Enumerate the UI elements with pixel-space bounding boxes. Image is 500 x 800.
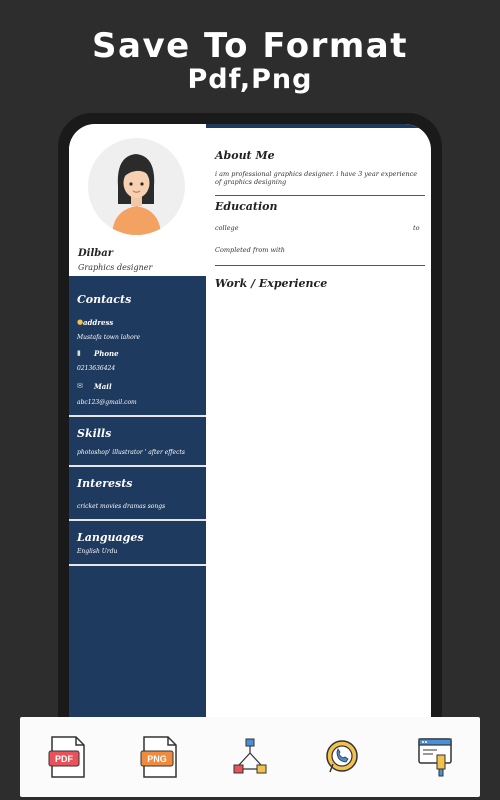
mail-icon: ✉: [77, 382, 83, 390]
work-title: Work / Experience: [215, 277, 328, 290]
skills-title: Skills: [77, 427, 112, 440]
phone-label: Phone: [94, 349, 119, 358]
share-network-icon: [230, 735, 270, 779]
pdf-label: PDF: [55, 754, 73, 764]
divider: [215, 265, 425, 266]
female-avatar-icon: [88, 138, 185, 235]
export-toolbar: [20, 717, 480, 797]
profile-name: Dilbar: [78, 248, 114, 259]
divider: [69, 564, 206, 566]
png-label: PNG: [147, 754, 167, 764]
address-value: Mustafa town lahore: [77, 334, 141, 341]
divider: [69, 415, 206, 417]
education-college: college: [215, 224, 239, 232]
png-button[interactable]: [140, 735, 180, 779]
phone-icon: ▮: [77, 349, 81, 357]
interests-title: Interests: [77, 477, 133, 490]
location-icon: ●: [77, 318, 84, 326]
png-icon: [140, 735, 180, 779]
languages-title: Languages: [77, 531, 144, 544]
about-text: i am professional graphics designer. i have 3 year experience of graphics designing: [215, 170, 418, 186]
resume-sidebar: [69, 276, 206, 724]
resume-preview: [69, 124, 431, 724]
whatsapp-button[interactable]: [322, 735, 362, 779]
pdf-button[interactable]: [48, 735, 88, 779]
browser-tools-icon: [415, 735, 455, 779]
mail-value: abc123@gmail.com: [77, 399, 137, 406]
phone-value: 0213636424: [77, 365, 116, 372]
divider: [215, 195, 425, 196]
about-title: About Me: [215, 149, 275, 162]
contacts-title: Contacts: [77, 293, 132, 306]
address-label: address: [83, 318, 114, 327]
education-completed: Completed from with: [215, 246, 285, 254]
profile-area: [69, 124, 206, 276]
whatsapp-icon: [322, 735, 362, 779]
interests-value: cricket movies dramas songs: [77, 503, 166, 510]
profile-role: Graphics designer: [78, 263, 153, 272]
education-to: to: [413, 224, 420, 232]
languages-value: English Urdu: [77, 548, 118, 555]
mail-label: Mail: [94, 382, 112, 391]
divider: [69, 465, 206, 467]
headline-subtitle: Pdf,Png: [187, 64, 313, 95]
tools-button[interactable]: [415, 735, 455, 779]
share-button[interactable]: [230, 735, 270, 779]
divider: [69, 519, 206, 521]
skills-value: photoshop' illustrator ' after effects: [77, 449, 185, 456]
education-title: Education: [215, 200, 278, 213]
avatar: [88, 138, 185, 235]
pdf-icon: [48, 735, 88, 779]
headline-title: Save To Format: [92, 26, 408, 66]
